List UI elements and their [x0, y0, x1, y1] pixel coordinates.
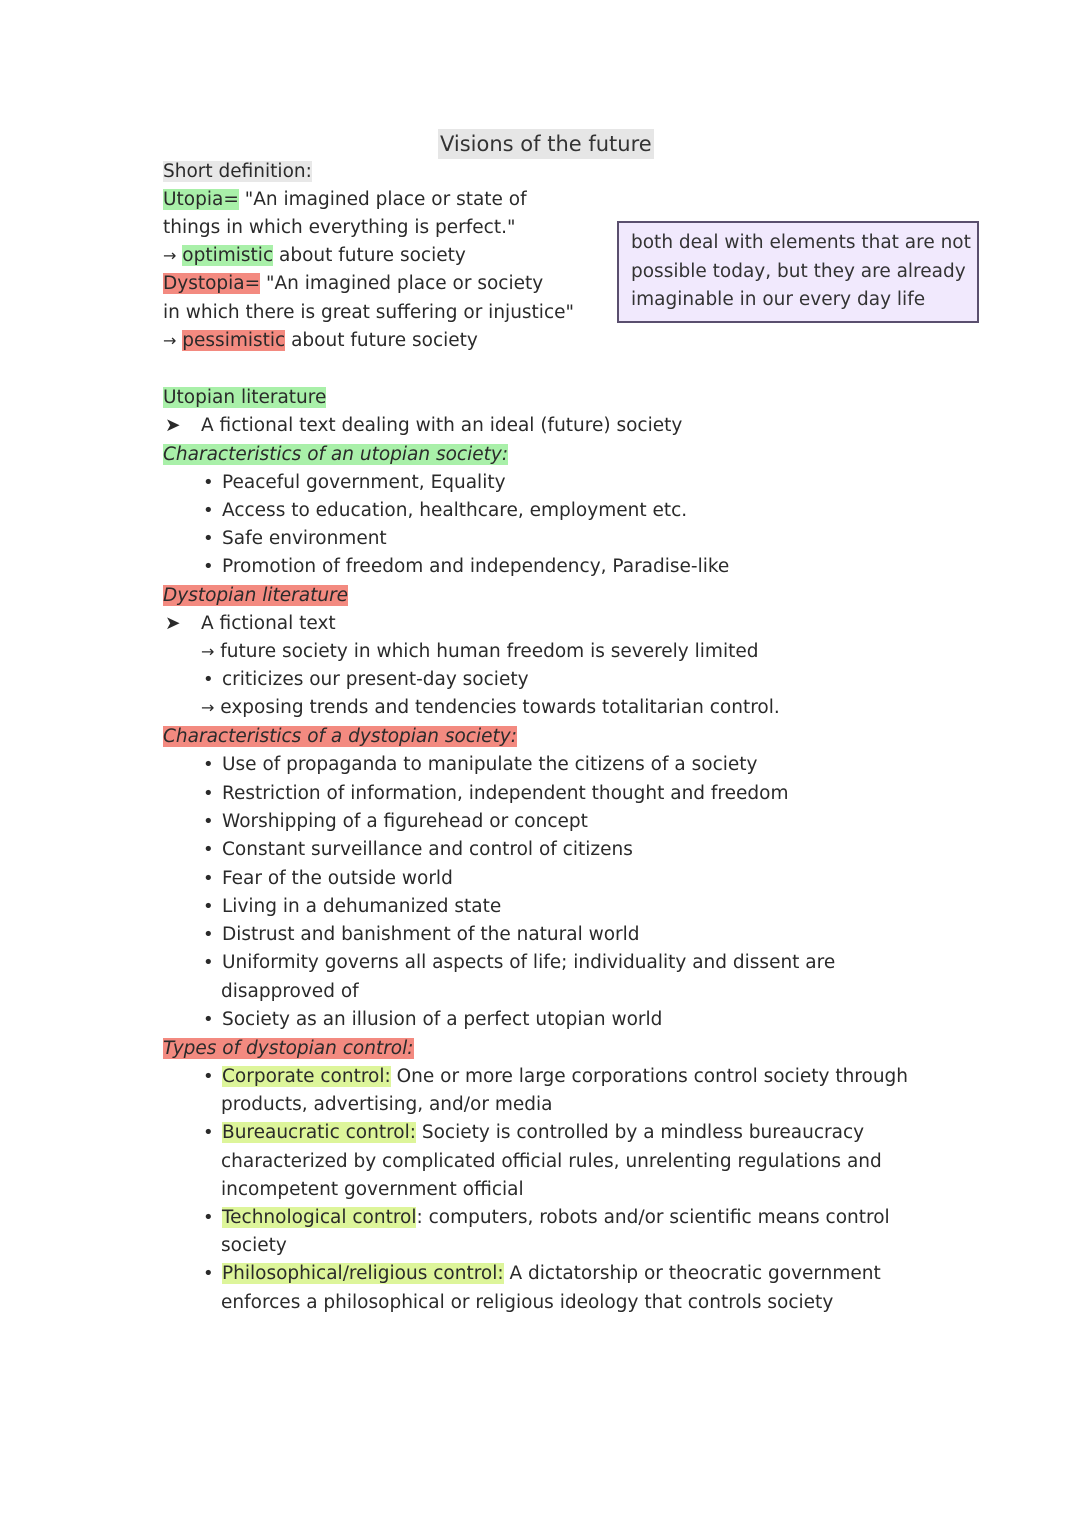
philosophical-control-line-2: enforces a philosophical or religious ideology that controls society [221, 1292, 834, 1313]
arrow-right-icon: → [163, 331, 177, 350]
bullet-dot-icon: • [203, 839, 214, 860]
bullet-dot-icon: • [203, 811, 214, 832]
control-types-heading [163, 1035, 414, 1063]
dystopian-literature-label: Dystopian literature [163, 585, 349, 606]
list-item-continuation: disapproved of [221, 981, 359, 1002]
dystopia-term: Dystopia= [163, 273, 261, 294]
bullet-dot-icon: • [203, 924, 214, 945]
pessimistic-term: pessimistic [182, 330, 286, 351]
dystopian-sub-1-text: future society in which human freedom is severely limited [220, 641, 759, 662]
optimistic-line [163, 242, 466, 270]
list-item: Constant surveillance and control of citizens [222, 839, 633, 860]
note-box [617, 221, 979, 323]
bullet-dot-icon: • [203, 1122, 214, 1143]
utopian-definition-marker: ➤ [165, 415, 181, 436]
bullet-dot-icon: • [203, 896, 214, 917]
optimistic-term: optimistic [182, 245, 274, 266]
philosophical-control-text: A dictatorship or theocratic government [503, 1263, 881, 1284]
technological-control-line-1 [222, 1204, 890, 1232]
optimistic-rest: about future society [273, 245, 466, 266]
bullet-dot-icon: • [203, 500, 214, 521]
bullet-dot-icon: • [203, 1009, 214, 1030]
utopian-characteristics-label: Characteristics of an utopian society: [163, 444, 509, 465]
control-types-label: Types of dystopian control: [163, 1038, 414, 1059]
utopia-definition-line-1 [163, 186, 527, 214]
utopia-term: Utopia= [163, 189, 239, 210]
arrow-right-icon: → [201, 642, 215, 661]
pessimistic-rest: about future society [285, 330, 478, 351]
dystopian-characteristics-heading [163, 723, 517, 751]
list-item: Worshipping of a figurehead or concept [222, 811, 588, 832]
dystopian-literature-heading [163, 582, 348, 610]
bullet-dot-icon: • [203, 868, 214, 889]
philosophical-control-term: Philosophical/religious control: [222, 1263, 504, 1284]
corporate-control-line-2: products, advertising, and/or media [221, 1094, 553, 1115]
list-item: Use of propaganda to manipulate the citizens of a society [222, 754, 758, 775]
utopian-characteristics-heading [163, 441, 508, 469]
dystopian-sub-3 [201, 694, 780, 722]
pessimistic-line [163, 327, 478, 355]
note-line: both deal with elements that are not [631, 232, 971, 253]
note-line: imaginable in our every day life [631, 289, 926, 310]
bullet-dot-icon: • [203, 669, 214, 690]
dystopia-definition-line-2: in which there is great suffering or injustice" [163, 302, 575, 323]
dystopian-sub-1 [201, 638, 758, 666]
technological-control-term: Technological control [222, 1207, 417, 1228]
bureaucratic-control-term: Bureaucratic control: [222, 1122, 416, 1143]
bureaucratic-control-line-3: incompetent government official [221, 1179, 524, 1200]
arrow-right-icon: → [163, 246, 177, 265]
utopia-def-1: "An imagined place or state of [238, 189, 527, 210]
dystopian-characteristics-label: Characteristics of a dystopian society: [163, 726, 517, 747]
bullet-dot-icon: • [203, 783, 214, 804]
list-item: Fear of the outside world [222, 868, 453, 889]
bullet-dot-icon: • [203, 754, 214, 775]
utopian-literature-label: Utopian literature [163, 387, 327, 408]
dystopian-definition-marker: ➤ [165, 613, 181, 634]
list-item: Distrust and banishment of the natural world [222, 924, 640, 945]
bullet-dot-icon: • [203, 556, 214, 577]
bullet-dot-icon: • [203, 528, 214, 549]
technological-control-line-2: society [221, 1235, 287, 1256]
utopia-definition-line-2: things in which everything is perfect." [163, 217, 516, 238]
utopian-literature-heading [163, 384, 326, 412]
bureaucratic-control-line-1 [222, 1119, 864, 1147]
page-title: Visions of the future [438, 129, 654, 159]
list-item: Society as an illusion of a perfect utopian world [222, 1009, 663, 1030]
bullet-dot-icon: • [203, 1066, 214, 1087]
corporate-control-term: Corporate control: [222, 1066, 391, 1087]
list-item: Access to education, healthcare, employment etc. [222, 500, 688, 521]
arrow-right-icon: → [201, 698, 215, 717]
dystopian-definition: A fictional text [201, 613, 336, 634]
list-item: Promotion of freedom and independency, Paradise-like [222, 556, 730, 577]
list-item: Peaceful government, Equality [222, 472, 506, 493]
corporate-control-line-1 [222, 1063, 908, 1091]
list-item: Living in a dehumanized state [222, 896, 502, 917]
dystopian-sub-2: criticizes our present-day society [222, 669, 529, 690]
note-line: possible today, but they are already [631, 260, 966, 282]
list-item: Uniformity governs all aspects of life; individuality and dissent are [222, 952, 836, 973]
dystopian-sub-3-text: exposing trends and tendencies towards totalitarian control. [220, 697, 780, 718]
bullet-dot-icon: • [203, 1263, 214, 1284]
corporate-control-text: One or more large corporations control society through [390, 1066, 909, 1087]
short-definition-heading [163, 158, 312, 186]
bullet-dot-icon: • [203, 1207, 214, 1228]
short-definition-label: Short definition: [163, 161, 312, 182]
bureaucratic-control-line-2: characterized by complicated official rules, unrelenting regulations and [221, 1151, 882, 1172]
bureaucratic-control-text: Society is controlled by a mindless bureaucracy [415, 1122, 865, 1143]
utopian-definition: A fictional text dealing with an ideal (future) society [201, 415, 683, 436]
philosophical-control-line-1 [222, 1260, 881, 1288]
technological-control-text: : computers, robots and/or scientific means control [416, 1207, 890, 1228]
bullet-dot-icon: • [203, 472, 214, 493]
dystopia-def-1: "An imagined place or society [260, 273, 544, 294]
bullet-dot-icon: • [203, 952, 214, 973]
dystopia-definition-line-1 [163, 270, 543, 298]
list-item: Restriction of information, independent thought and freedom [222, 783, 789, 804]
list-item: Safe environment [222, 528, 387, 549]
